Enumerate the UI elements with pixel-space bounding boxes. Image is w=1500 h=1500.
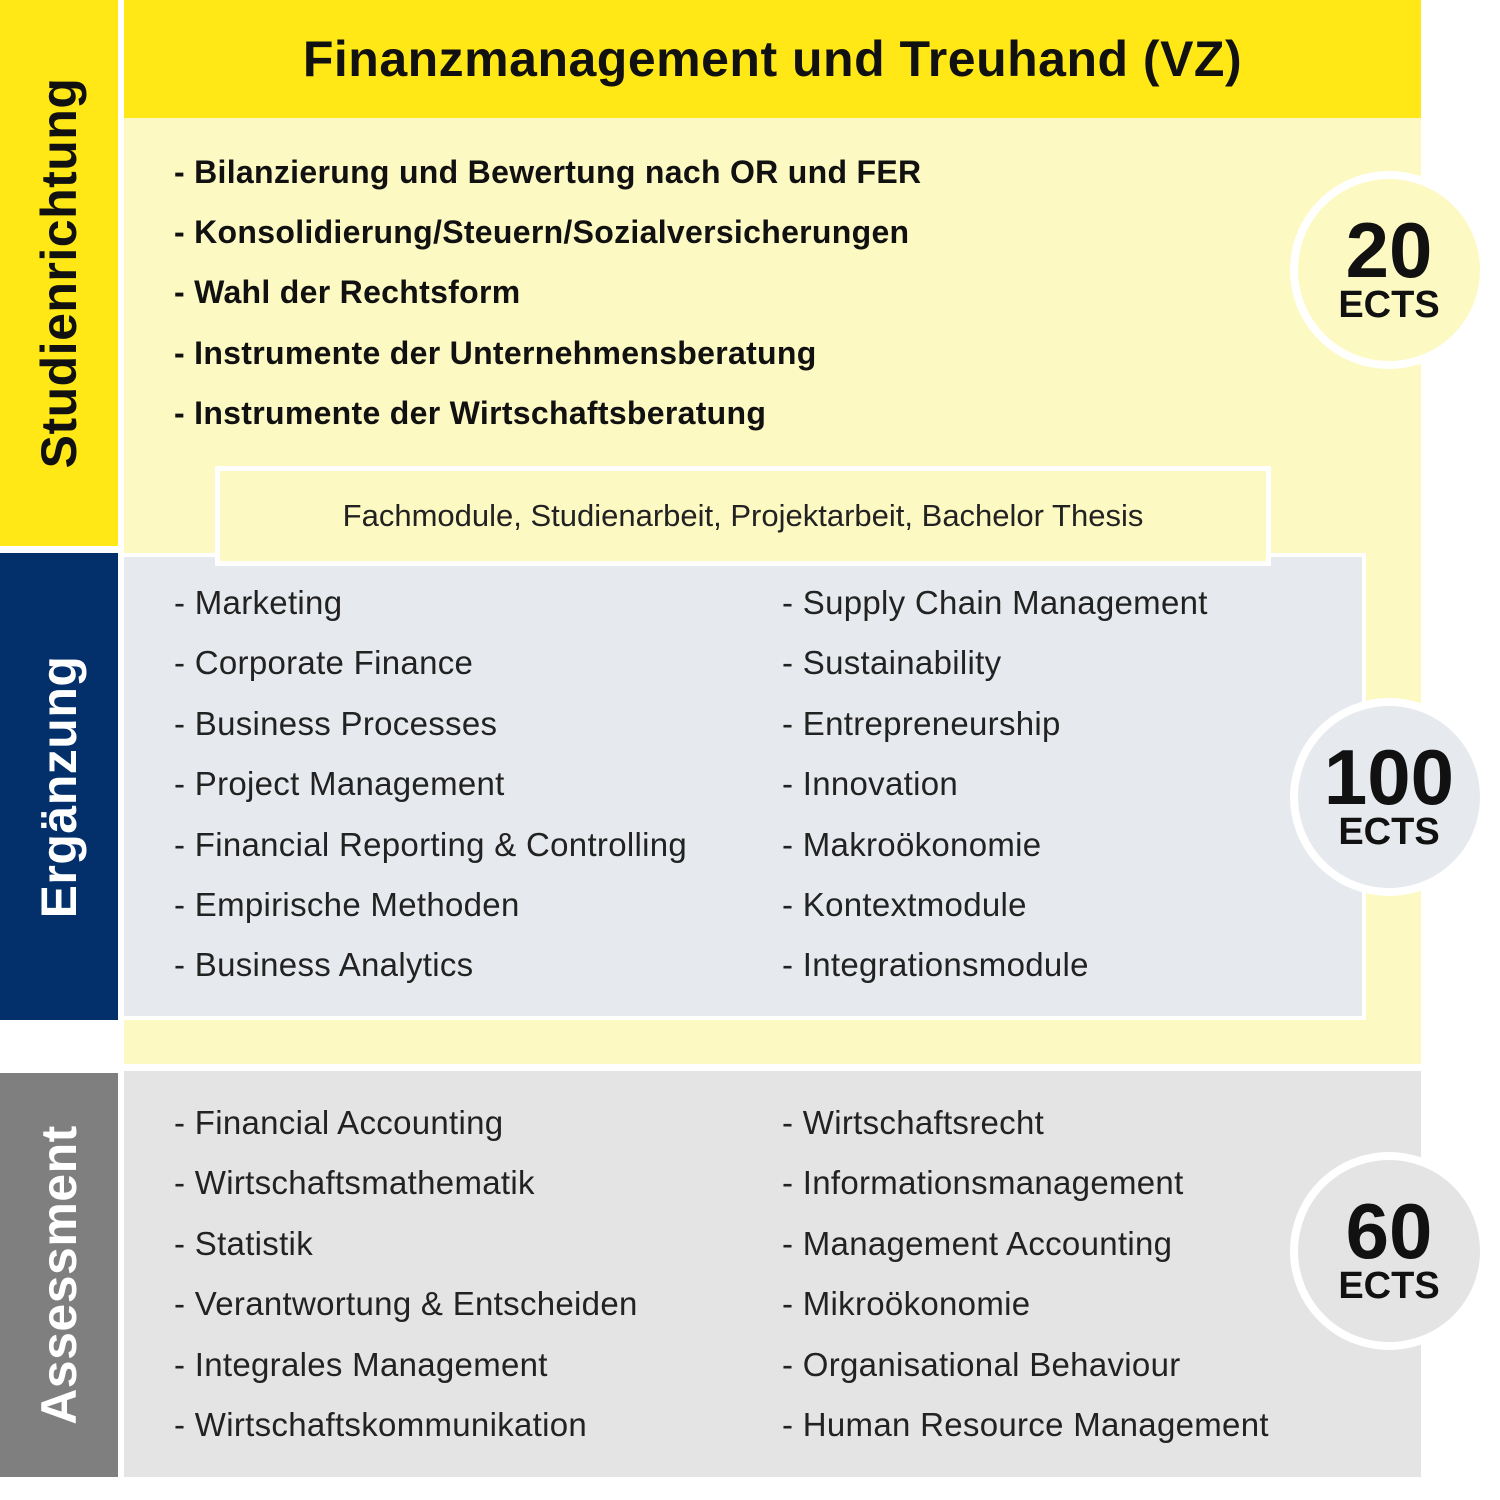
assessment-item: - Mikroökonomie <box>782 1285 1031 1322</box>
assessment-tab <box>0 1073 118 1477</box>
ergaenzung-item: - Project Management <box>174 765 505 802</box>
ergaenzung-item: - Entrepreneurship <box>782 705 1061 742</box>
ergaenzung-item: - Innovation <box>782 765 959 802</box>
assessment-item: - Financial Accounting <box>174 1104 504 1141</box>
ergaenzung-item: - Marketing <box>174 584 343 621</box>
ergaenzung-item: - Makroökonomie <box>782 826 1042 863</box>
assessment-item: - Informationsmanagement <box>782 1164 1184 1201</box>
assessment-item: - Wirtschaftsrecht <box>782 1104 1045 1141</box>
ects-unit: ECTS <box>1338 284 1440 326</box>
assessment-item: - Verantwortung & Entscheiden <box>174 1285 638 1322</box>
studienrichtung-item: - Instrumente der Wirtschaftsberatung <box>174 395 767 431</box>
assessment-item: - Integrales Management <box>174 1346 548 1383</box>
ects-badge-assessment <box>1290 1152 1488 1350</box>
assessment-label: Assessment <box>31 1125 87 1425</box>
ergaenzung-tab <box>0 553 118 1020</box>
page-title: Finanzmanagement und Treuhand (VZ) <box>302 31 1243 87</box>
fachmodule-note: Fachmodule, Studienarbeit, Projektarbeit, Bachelor Thesis <box>342 498 1144 533</box>
ergaenzung-item: - Business Processes <box>174 705 498 742</box>
assessment-item: - Management Accounting <box>782 1225 1173 1262</box>
ects-unit: ECTS <box>1338 811 1440 853</box>
ects-value: 60 <box>1345 1187 1433 1275</box>
studienrichtung-item: - Bilanzierung und Bewertung nach OR und FER <box>174 154 922 190</box>
ects-badge-studienrichtung <box>1290 171 1488 369</box>
ergaenzung-item: - Empirische Methoden <box>174 886 520 923</box>
ergaenzung-item: - Sustainability <box>782 644 1002 681</box>
studienrichtung-item: - Konsolidierung/Steuern/Sozialversicherungen <box>174 214 910 250</box>
ects-value: 100 <box>1323 733 1455 821</box>
ergaenzung-item: - Supply Chain Management <box>782 584 1208 621</box>
assessment-item: - Organisational Behaviour <box>782 1346 1181 1383</box>
studienrichtung-label: Studienrichtung <box>31 77 87 469</box>
ergaenzung-item: - Integrationsmodule <box>782 946 1089 983</box>
assessment-item: - Wirtschaftsmathematik <box>174 1164 535 1201</box>
assessment-item: - Statistik <box>174 1225 313 1262</box>
ergaenzung-item: - Business Analytics <box>174 946 474 983</box>
ects-badge-ergaenzung <box>1290 698 1488 896</box>
ergaenzung-item: - Financial Reporting & Controlling <box>174 826 688 863</box>
ergaenzung-item: - Corporate Finance <box>174 644 474 681</box>
ergaenzung-label: Ergänzung <box>31 655 87 918</box>
studienrichtung-tab <box>0 0 118 546</box>
ects-value: 20 <box>1345 206 1433 294</box>
assessment-item: - Human Resource Management <box>782 1406 1269 1443</box>
ergaenzung-item: - Kontextmodule <box>782 886 1027 923</box>
studienrichtung-item: - Wahl der Rechtsform <box>174 274 521 310</box>
fachmodule-box <box>215 466 1271 566</box>
studienrichtung-item: - Instrumente der Unternehmensberatung <box>174 335 817 371</box>
assessment-item: - Wirtschaftskommunikation <box>174 1406 588 1443</box>
title-bar <box>124 0 1421 118</box>
ects-unit: ECTS <box>1338 1265 1440 1307</box>
